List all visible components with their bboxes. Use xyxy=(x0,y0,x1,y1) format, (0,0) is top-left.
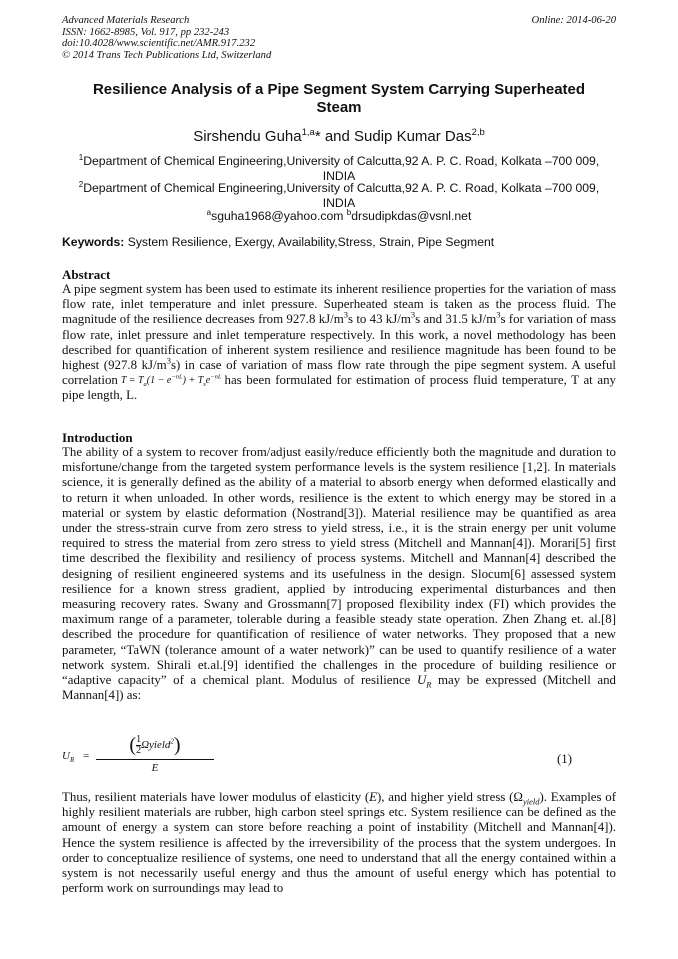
abstract-text-5: s) in case of variation of mass flow rate through the pipe segment system. A useful correlation xyxy=(62,358,616,388)
abstract-heading: Abstract xyxy=(62,267,111,282)
unit-cube: 3 xyxy=(410,310,416,321)
author-2: Sudip Kumar Das xyxy=(354,128,472,145)
introduction-paragraph xyxy=(62,445,616,703)
introduction-heading: Introduction xyxy=(62,430,133,445)
introduction-text-end: may be expressed (Mitchell and Mannan[4]) as: xyxy=(62,673,616,703)
ur-symbol: U xyxy=(416,673,427,688)
corr-ta-sub: a xyxy=(143,381,147,389)
corr-plus: + xyxy=(185,375,198,387)
equation-number: (1) xyxy=(556,752,572,766)
equation-1 xyxy=(62,734,616,778)
author-2-affil: 2,b xyxy=(471,127,485,138)
half-den: 2 xyxy=(136,744,142,756)
body2-text-3: ). Examples of highly resilient materials are rubber, high carbon steel springs etc. System resilience can be defined as the amount of energy a system can store before reaching a point of instability (Mitchell and Mannan[4]). Hence the system resilience is affected by the irreversibility of the process that the system undergoes. In order to conceptualize resilience of systems, one need to understand that all the energy contained within a system is not necessarily useful energy and thus the amount of useful energy which has potential to perform work on surroundings may lead to xyxy=(62,790,616,896)
body2-text-1: Thus, resilient materials have lower modulus of elasticity ( xyxy=(62,790,370,804)
title-line-1: Resilience Analysis of a Pipe Segment System Carrying Superheated xyxy=(92,81,586,98)
journal-header xyxy=(62,15,616,61)
equation-denominator: E xyxy=(151,762,159,774)
journal-name: Advanced Materials Research xyxy=(62,15,190,26)
keywords-label: Keywords: xyxy=(62,235,125,249)
author-1: Sirshendu Guha xyxy=(193,128,302,145)
abstract-text-2: s to 43 kJ/m xyxy=(348,312,411,327)
corr-eq: = xyxy=(126,375,138,387)
online-date: Online: 2014-06-20 xyxy=(531,15,616,26)
equation-lhs xyxy=(62,750,74,764)
corr-close: ) xyxy=(182,375,186,387)
title-line-2: Steam xyxy=(316,99,362,116)
body2-text-2: ), and higher yield stress (Ω xyxy=(377,790,523,804)
eq-u-sub: R xyxy=(69,756,75,765)
abstract-text-3: s and 31.5 kJ/m xyxy=(415,312,497,327)
yield-subscript: yield xyxy=(522,796,540,807)
temperature-correlation xyxy=(118,373,225,388)
yield-text: yield xyxy=(149,739,171,751)
corr-e2: e xyxy=(205,375,211,387)
corr-ta: T xyxy=(137,375,144,387)
email-b-link[interactable]: drsudipkdas@vsnl.net xyxy=(351,209,472,224)
corr-ts: T xyxy=(197,375,204,387)
affiliation-2-line-2: INDIA xyxy=(322,196,356,211)
email-line xyxy=(62,205,616,224)
modulus-symbol: E xyxy=(369,790,378,804)
affiliation-1-line-2: INDIA xyxy=(322,169,356,184)
abstract-paragraph xyxy=(62,282,616,404)
corr-e2-sup: −nL xyxy=(210,373,222,381)
ur-subscript: R xyxy=(426,679,432,690)
corr-ts-sub: s xyxy=(203,381,206,389)
half-num: 1 xyxy=(136,733,142,745)
unit-cube: 3 xyxy=(496,310,501,321)
eq-u: U xyxy=(62,750,70,762)
keywords-text: System Resilience, Exergy, Availability,Stress, Strain, Pipe Segment xyxy=(124,235,495,249)
affiliation-1-sup: 1 xyxy=(78,153,84,162)
affiliation-1-line-1: Department of Chemical Engineering,University of Calcutta,92 A. P. C. Road, Kolkata –700 009, xyxy=(83,154,600,169)
omega-symbol: Ω xyxy=(141,739,150,751)
corr-lhs: T xyxy=(120,375,127,387)
affiliation-2-line-1: Department of Chemical Engineering,University of Calcutta,92 A. P. C. Road, Kolkata –700 009, xyxy=(83,181,600,196)
email-a-sup: a xyxy=(206,208,212,217)
affiliation-2-sup: 2 xyxy=(78,180,84,189)
author-1-affil: 1,a xyxy=(301,127,315,138)
email-b-sup: b xyxy=(346,208,352,217)
journal-doi[interactable]: doi:10.4028/www.scientific.net/AMR.917.232 xyxy=(62,38,256,50)
abstract-text-1: A pipe segment system has been used to estimate its inherent resilience properties for the variation of mass flow rate, inlet temperature and inlet pressure. Superheated steam is taken as the process fluid. The magnitude of the resilience decreases from 927.8 kJ/m xyxy=(62,282,616,327)
author-list xyxy=(62,124,616,146)
abstract-text-6: has been formulated for estimation of process fluid temperature, T at any pipe length, L. xyxy=(62,373,616,403)
fraction-bar xyxy=(96,759,214,760)
author-and: and xyxy=(320,128,355,145)
equation-fraction xyxy=(96,734,214,776)
yield-sup: 2 xyxy=(170,737,174,746)
introduction-text: The ability of a system to recover from/adjust easily/reduce efficiently both the magnitude and duration to misfortune/change from the targeted system performance levels is the system resilience [1,2]. In materials science, it is generally defined as the ability of a material to absorb energy when deformed elastically and to return it when unloaded. In other words, resilience is the extent to which energy may be stored in a material or system by elastic deformation (Nostrand[3]). Material resilience may be quantified as area under the stress-strain curve from zero stress to yield stress, i.e., it is the strain energy per unit volume required to stress the material from zero stress to yield stress (Mitchell and Mannan[4]). Morari[5] first time described the flexibility and resiliency of process systems. Mitchell and Mannan[4] described the designing of resilient engineered systems and its usefulness in the design. Slocum[6] assessed system resilience for a known stress gradient, applied by introducing experimental disturbances and then measuring recovery rates. Swany and Grossmann[7] proposed flexibility index (FI) which provides the maximum range of a parameter, tolerable during a feasible steady state operation. Zhen Zhang et. al.[8] described the procedure for quantification of resilience of water networks. They proposed that a new parameter, “TaWN (tolerance amount of a water network)” can be used to quantify resilience of a water network system. Shirali et.al.[9] identified the challenges in the procedure of building resilience or “adaptive capacity” of a chemical plant. Modulus of resilience xyxy=(62,445,616,688)
corr-e1: e xyxy=(166,375,172,387)
corr-open: (1 − xyxy=(146,375,167,387)
corresponding-mark: * xyxy=(314,128,321,145)
abstract-text-4: s for variation of mass flow rate, inlet pressure and inlet temperature respectively. In this work, a novel methodology has been described for quantification of inherent system resilience and resilience magnitude has been found to be highest (927.8 kJ/m xyxy=(62,312,616,373)
journal-issn: ISSN: 1662-8985, Vol. 917, pp 232-243 xyxy=(62,26,230,38)
email-a-link[interactable]: sguha1968@yahoo.com xyxy=(211,209,347,224)
unit-cube: 3 xyxy=(343,310,349,321)
journal-copyright: © 2014 Trans Tech Publications Ltd, Switzerland xyxy=(62,49,272,61)
keywords xyxy=(62,235,616,250)
body-paragraph-2 xyxy=(62,790,616,896)
unit-cube: 3 xyxy=(166,355,171,366)
equation-numerator: ($\frac{1}{2}$ Ωyield$^2$) xyxy=(129,733,181,756)
equation-equals: = xyxy=(83,750,90,762)
paper-title xyxy=(62,81,616,117)
corr-e1-sup: −nL xyxy=(171,373,183,381)
